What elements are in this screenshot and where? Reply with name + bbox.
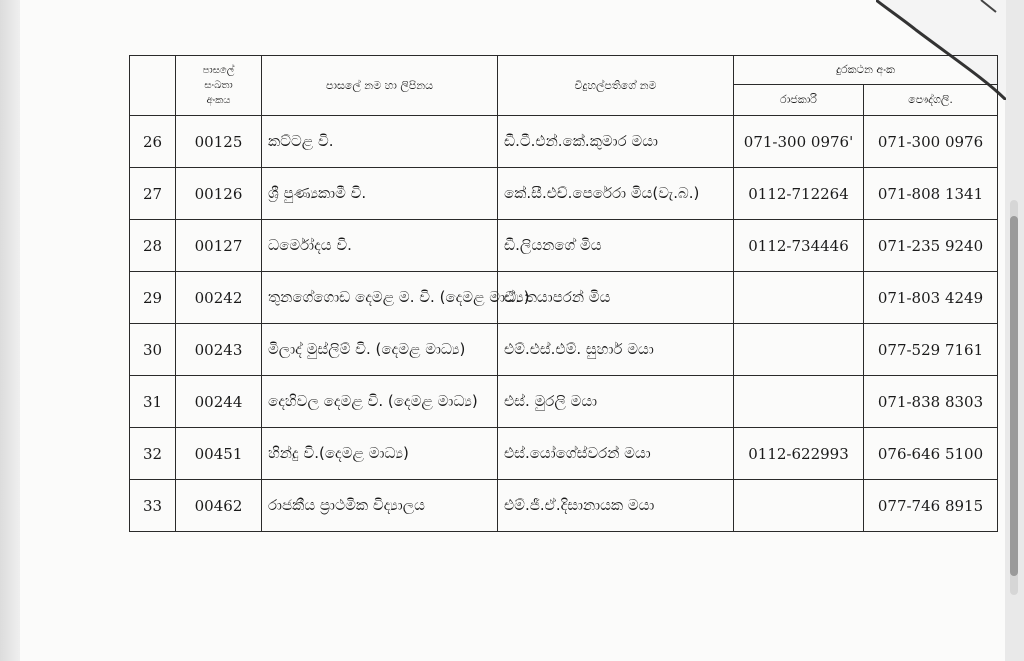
phone-official: 0112-622993 (734, 428, 864, 480)
school-name: හින්දු වි.(දෙමළ මාධ්‍ය) (262, 428, 498, 480)
table-row (130, 220, 998, 272)
table-row (130, 116, 998, 168)
header-principal-name: විදුහල්පතිගේ නම (498, 56, 734, 116)
table-row (130, 168, 998, 220)
row-number: 28 (130, 220, 176, 272)
school-code: 00462 (176, 480, 262, 532)
school-name: කට්ටළ වි. (262, 116, 498, 168)
scrollbar-thumb[interactable] (1010, 216, 1018, 576)
phone-personal: 071-235 9240 (864, 220, 998, 272)
table-header-row (130, 56, 998, 85)
school-code: 00243 (176, 324, 262, 376)
school-code: 00451 (176, 428, 262, 480)
page-edge-shadow (0, 0, 20, 661)
header-school-code-line-3: අංකය (206, 95, 231, 106)
table-row (130, 480, 998, 532)
table-row (130, 272, 998, 324)
header-school-code (176, 56, 262, 116)
principal-name: එස්.යෝගේස්වරන් මයා (498, 428, 734, 480)
phone-personal: 071-808 1341 (864, 168, 998, 220)
school-code: 00244 (176, 376, 262, 428)
row-number: 27 (130, 168, 176, 220)
principal-name: ඒ. තයාපරන් මිය (498, 272, 734, 324)
phone-personal: 077-529 7161 (864, 324, 998, 376)
principal-name: එම්.එස්.එම්. සුහාර් මයා (498, 324, 734, 376)
vertical-scrollbar[interactable] (1010, 200, 1018, 595)
row-number: 29 (130, 272, 176, 324)
phone-personal: 077-746 8915 (864, 480, 998, 532)
header-school-name-address: පාසලේ නම හා ලිපිනය (262, 56, 498, 116)
phone-personal: 076-646 5100 (864, 428, 998, 480)
school-name: තුනගේගොඩ දෙමළ ම. වි. (දෙමළ මාධ්‍ය) (262, 272, 498, 324)
header-school-code-line-2: සංඛතා (204, 80, 233, 91)
phone-official (734, 480, 864, 532)
table-row (130, 324, 998, 376)
row-number: 33 (130, 480, 176, 532)
school-code: 00127 (176, 220, 262, 272)
phone-personal: 071-838 8303 (864, 376, 998, 428)
principal-name: එස්. මුරලි මයා (498, 376, 734, 428)
header-number (130, 56, 176, 116)
school-code: 00242 (176, 272, 262, 324)
school-code: 00125 (176, 116, 262, 168)
phone-official: 0112-712264 (734, 168, 864, 220)
phone-official (734, 324, 864, 376)
principal-name: ඩී.ටී.එන්.කේ.කුමාර මයා (498, 116, 734, 168)
school-name: රාජකීය ප්‍රාථමික විද්‍යාලය (262, 480, 498, 532)
phone-official: 0112-734446 (734, 220, 864, 272)
header-phone-personal: පෞද්ගලි. (864, 85, 998, 116)
phone-personal: 071-803 4249 (864, 272, 998, 324)
header-phone-official: රාජකාරි (734, 85, 864, 116)
school-code: 00126 (176, 168, 262, 220)
principal-name: කේ.සී.එච්.පෙරේරා මිය(වැ.බ.) (498, 168, 734, 220)
phone-official (734, 376, 864, 428)
row-number: 30 (130, 324, 176, 376)
row-number: 26 (130, 116, 176, 168)
row-number: 31 (130, 376, 176, 428)
phone-official: 071-300 0976' (734, 116, 864, 168)
principal-name: ඩී.ලියනගේ මිය (498, 220, 734, 272)
school-name: මිලාද් මුස්ලිම් වි. (දෙමළ මාධ්‍ය) (262, 324, 498, 376)
row-number: 32 (130, 428, 176, 480)
table-row (130, 376, 998, 428)
table-row (130, 428, 998, 480)
header-school-code-line-1: පාසලේ (202, 65, 235, 76)
school-name: ශ්‍රී පුණ්‍යකාමී වි. (262, 168, 498, 220)
phone-official (734, 272, 864, 324)
principal-name: එම්.ජී.ඒ.දිසානායක මයා (498, 480, 734, 532)
school-directory-table (129, 55, 998, 532)
school-name: දෙහිවල දෙමළ වි. (දෙමළ මාධ්‍ය) (262, 376, 498, 428)
phone-personal: 071-300 0976 (864, 116, 998, 168)
header-phone-numbers: දුරකථන අංක (734, 56, 998, 85)
school-name: ධර්මෝදය වි. (262, 220, 498, 272)
